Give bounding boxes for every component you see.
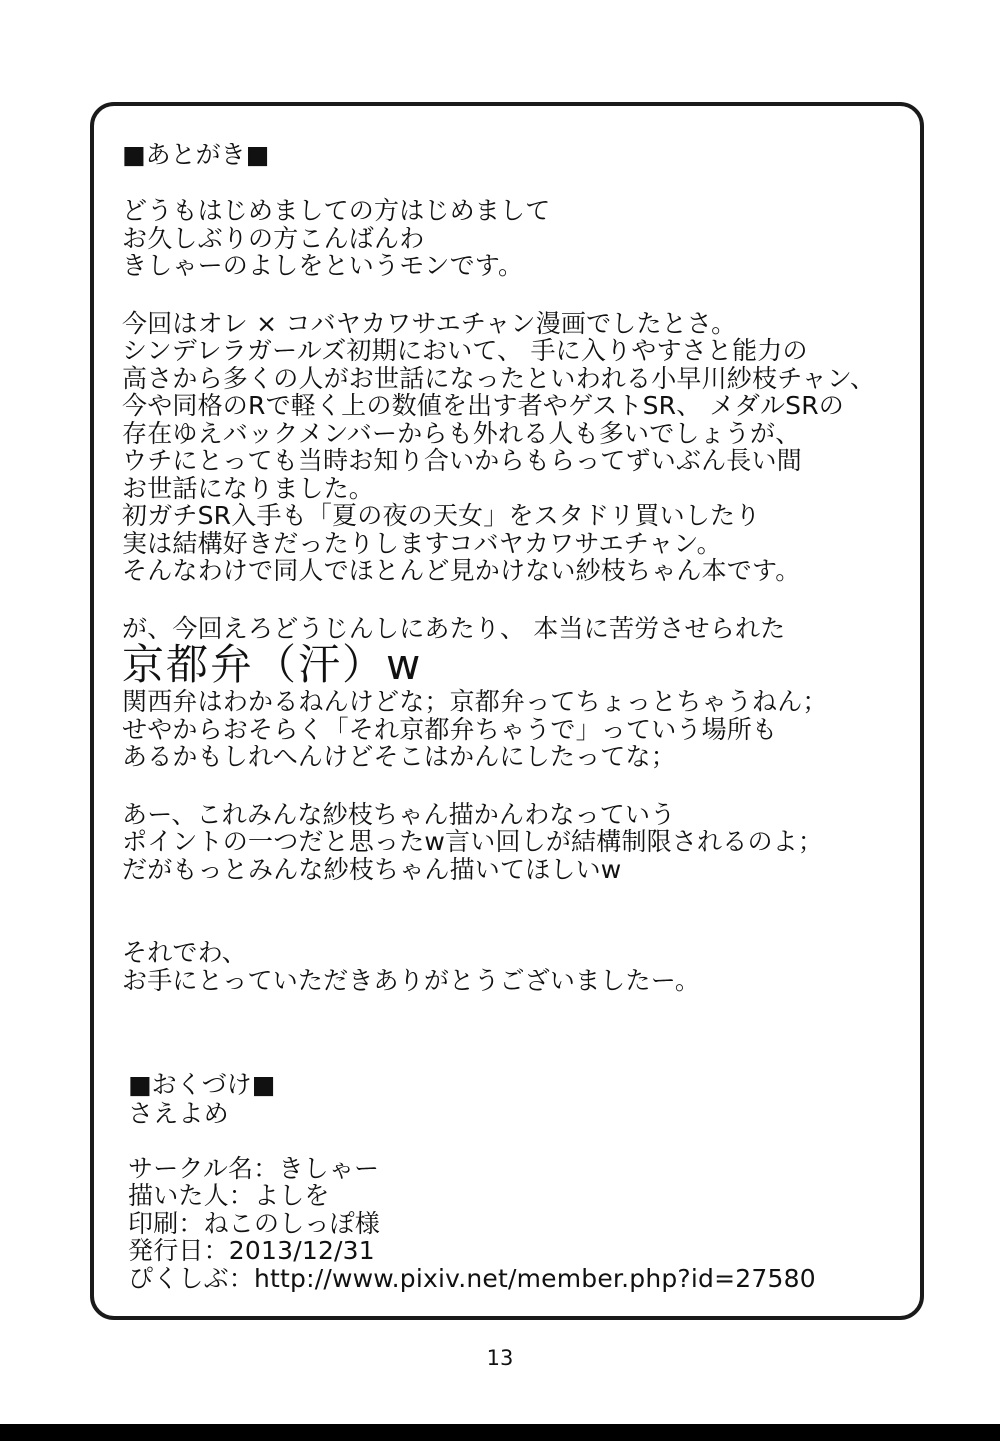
text-line: が、今回えろどうじんしにあたり、 本当に苦労させられた: [122, 613, 786, 643]
scan-edge: [0, 1424, 1000, 1441]
text-line: 存在ゆえバックメンバーからも外れる人も多いでしょうが、: [122, 418, 801, 448]
text-line: あー、これみんな紗枝ちゃん描かんわなっていう: [122, 799, 676, 829]
colophon-heading: ■おくづけ■: [128, 1070, 276, 1099]
paragraph-dialect-intro: [122, 615, 902, 643]
text-line: だがもっとみんな紗枝ちゃん描いてほしいw: [122, 854, 622, 884]
text-line: ウチにとっても当時お知り合いからもらってずいぶん長い間: [122, 446, 802, 475]
paragraph-dialect: [122, 688, 902, 771]
afterword-heading: ■あとがき■: [122, 140, 270, 169]
emphasis-line: 京都弁（汗）w: [122, 640, 423, 689]
afterword-section: [122, 140, 902, 994]
paragraph-about: [122, 310, 902, 585]
page-number: 13: [486, 1346, 514, 1370]
text-line: お手にとっていただきありがとうございましたー。: [122, 965, 701, 995]
colophon-row-date: 発行日：2013/12/31: [128, 1236, 375, 1265]
text-line: 高さから多くの人がお世話になったといわれる小早川紗枝チャン、: [122, 363, 876, 393]
text-line: あるかもしれへんけどそこはかんにしたってな；: [122, 742, 676, 771]
text-line: 初ガチSR入手も「夏の夜の天女」をスタドリ買いしたり: [122, 501, 761, 530]
text-line: 今回はオレ × コバヤカワサエチャン漫画でしたとさ。: [122, 308, 737, 338]
colophon-row-circle: サークル名：きしゃー: [128, 1153, 380, 1183]
text-line: シンデレラガールズ初期において、 手に入りやすさと能力の: [122, 336, 808, 365]
text-line: きしゃーのよしをというモンです。: [122, 251, 524, 280]
colophon-row-printer: 印刷：ねこのしっぽ様: [128, 1208, 381, 1238]
text-line: お久しぶりの方こんばんわ: [122, 223, 425, 253]
text-line: 実は結構好きだったりしますコバヤカワサエチャン。: [122, 528, 722, 558]
book-title: さえよめ: [128, 1099, 229, 1128]
text-line: 関西弁はわかるねんけどな；京都弁ってちょっとちゃうねん；: [122, 687, 828, 716]
text-line: お世話になりました。: [122, 473, 375, 503]
text-line: ポイントの一つだと思ったw言い回しが結構制限されるのよ；: [122, 827, 824, 856]
text-line: それでわ、: [122, 938, 248, 967]
colophon-section: [128, 1070, 908, 1292]
paragraph-request: [122, 801, 902, 884]
text-line: そんなわけで同人でほとんど見かけない紗枝ちゃん本です。: [122, 556, 801, 585]
paragraph-greeting: [122, 197, 902, 280]
paragraph-closing: [122, 939, 902, 994]
text-line: どうもはじめましての方はじめまして: [122, 196, 551, 225]
colophon-row-pixiv: ぴくしぶ：http://www.pixiv.net/member.php?id=27580: [128, 1263, 816, 1293]
text-line: せやからおそらく「それ京都弁ちゃうで」っていう場所も: [122, 714, 778, 744]
colophon-row-author: 描いた人：よしを: [128, 1181, 330, 1210]
text-line: 今や同格のRで軽く上の数値を出す者やゲストSR、 メダルSRの: [122, 391, 844, 420]
